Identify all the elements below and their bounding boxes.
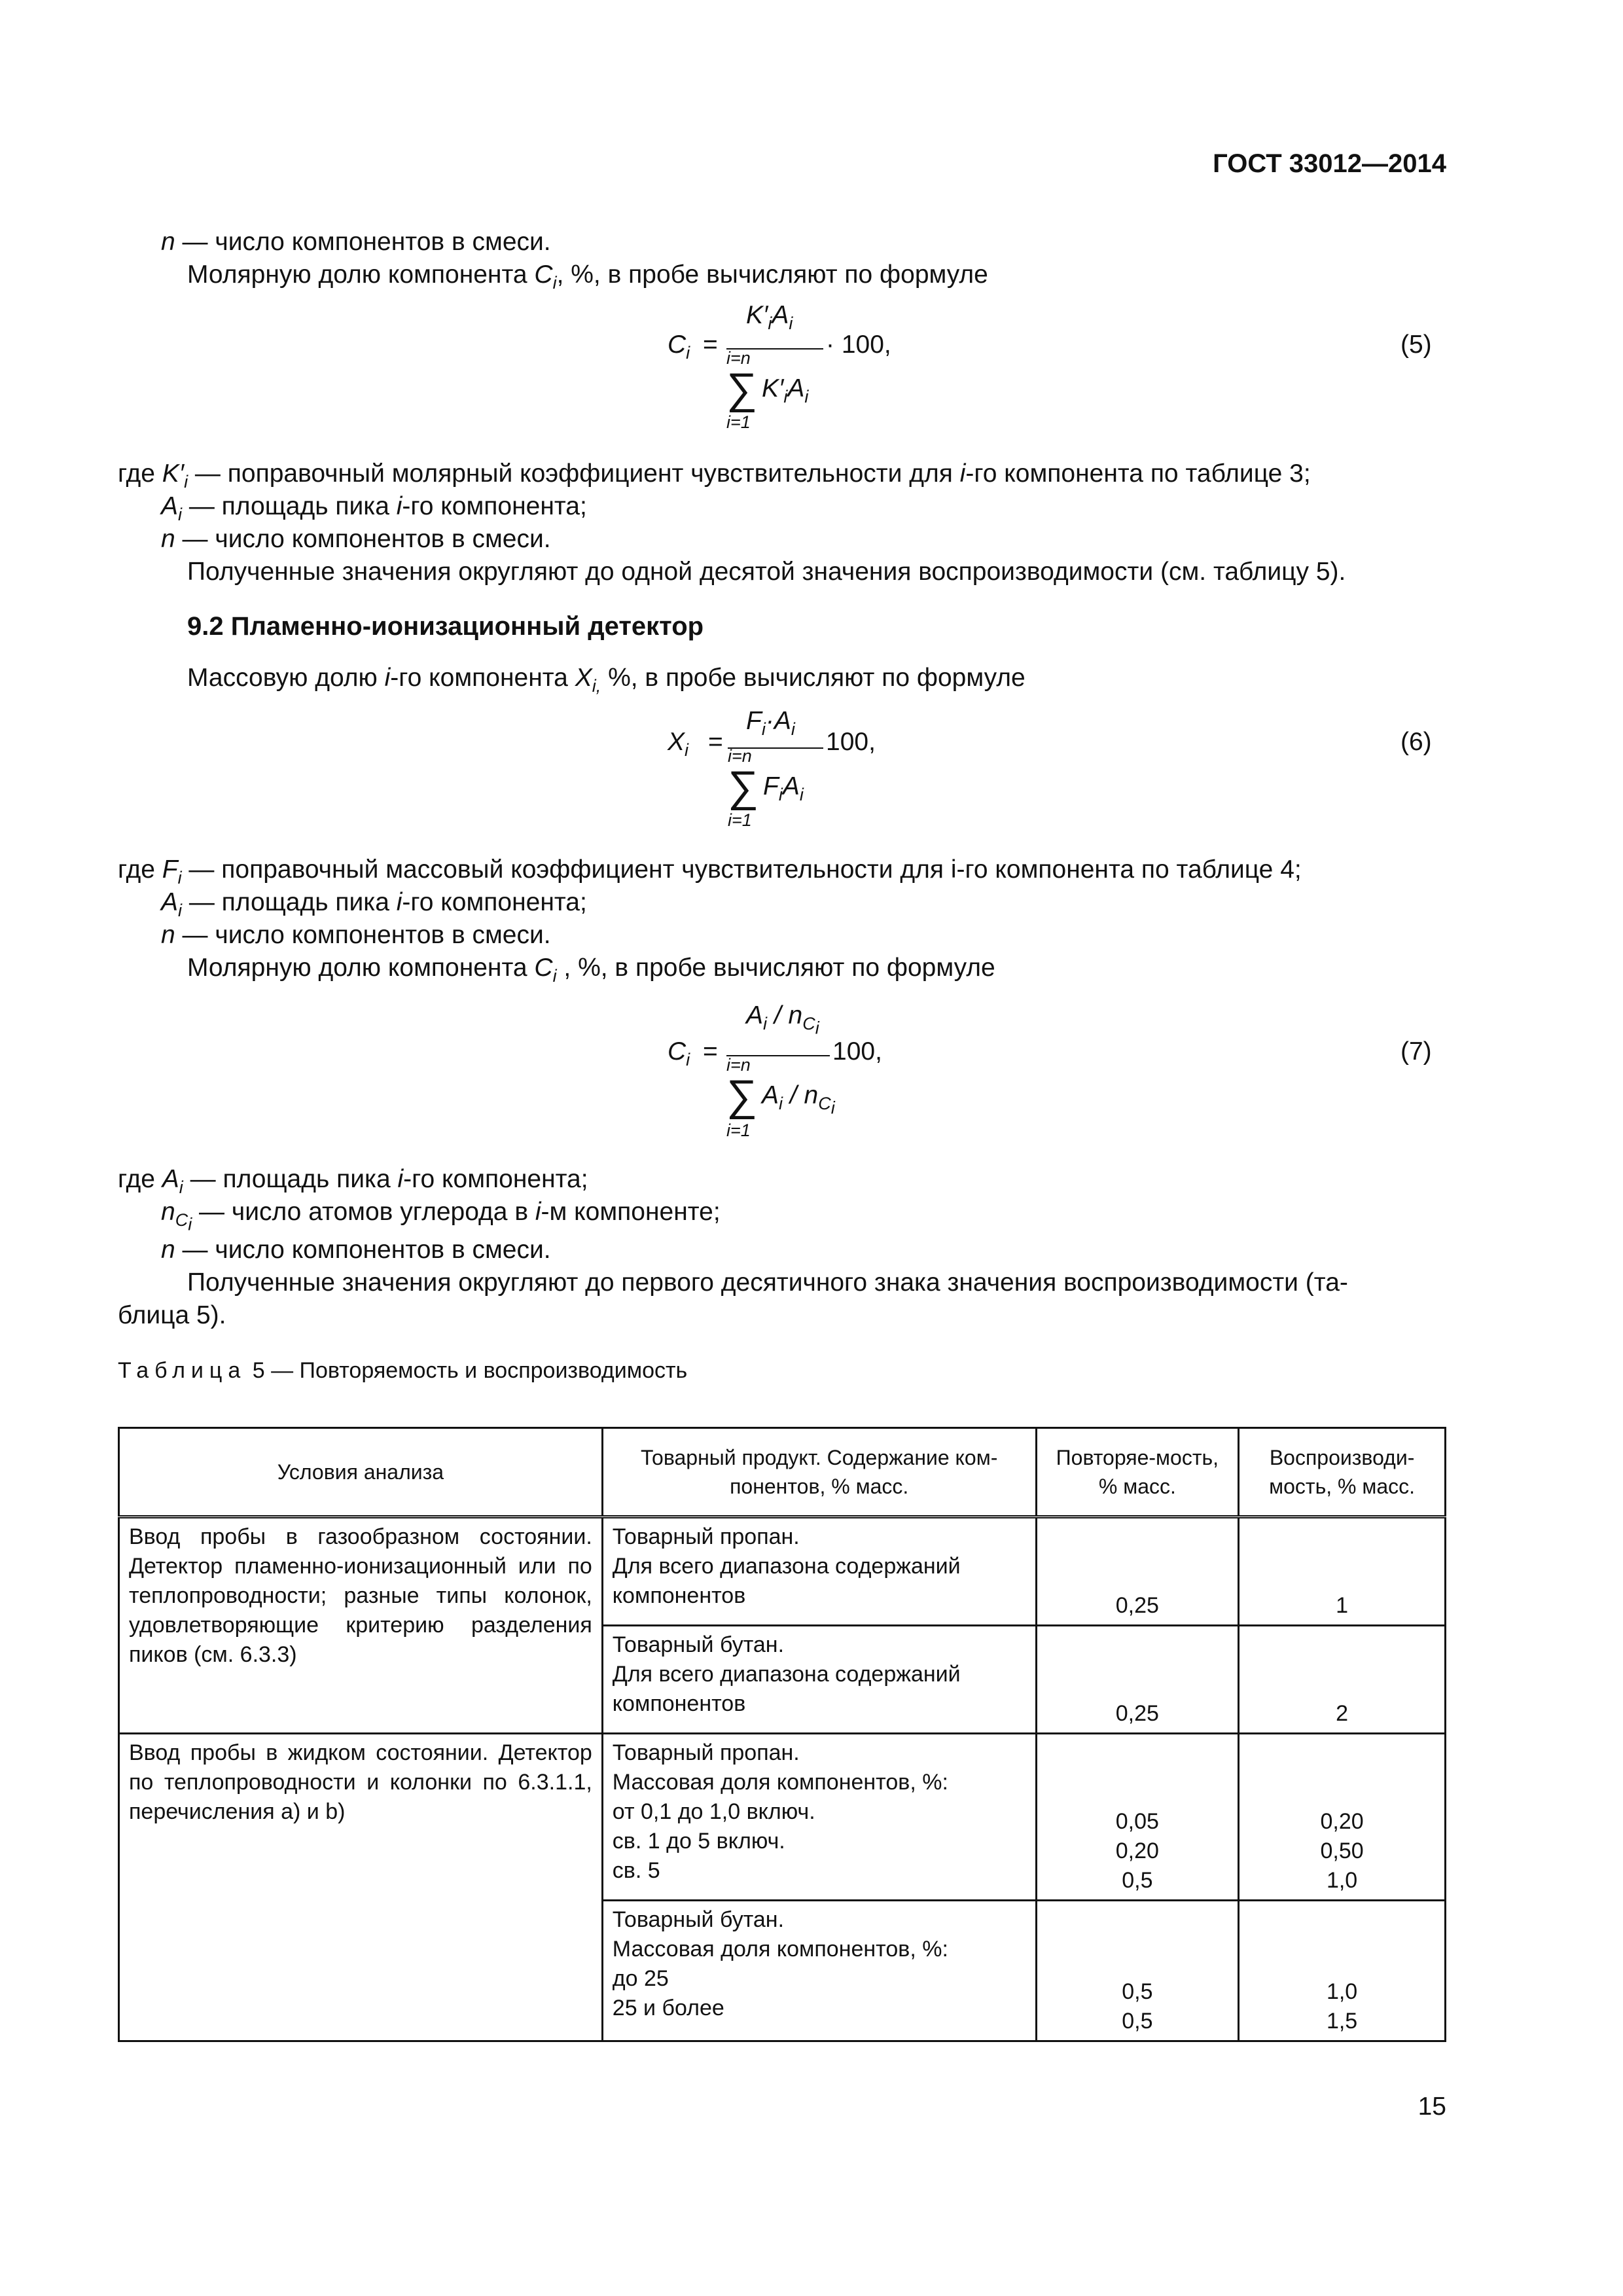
column-header: Условия анализа — [119, 1428, 603, 1517]
n-count-definition: n — число компонентов в смеси. — [161, 525, 551, 553]
column-header: Повторяе-мость, % масс. — [1036, 1428, 1239, 1517]
rounding-note-2b: блица 5). — [118, 1301, 226, 1329]
reproducibility-cell: 0,20 0,50 1,0 — [1239, 1734, 1446, 1901]
rounding-note-2a: Полученные значения округляют до первого десятичного знака значения воспроизводимости (та- — [187, 1268, 1348, 1297]
formula-5-number: (5) — [1400, 331, 1432, 359]
table-caption: Таблица 5 — Повторяемость и воспроизводимость — [118, 1358, 688, 1383]
nc-carbon-definition: $n_{C_i}$ — число атомов углерода в i-м компоненте; — [161, 1198, 721, 1234]
repeatability-cell: 0,25 — [1036, 1517, 1239, 1626]
molar-fraction-intro-2: Молярную долю компонента $C_i$ , %, в пробе вычисляют по формуле — [187, 954, 995, 986]
analysis-conditions-cell: Ввод пробы в газообразном состоянии. Детектор пламенно-ионизационный или по теплопроводности; разные типы колонок, удовлетворяющие критерию разделения пиков (см. 6.3.3) — [119, 1517, 603, 1734]
table-header-row — [119, 1428, 1446, 1517]
formula-6-number: (6) — [1400, 728, 1432, 756]
reproducibility-cell: 1 — [1239, 1517, 1446, 1626]
n-definition-line: n — число компонентов в смеси. — [161, 228, 551, 256]
repeatability-cell: 0,05 0,20 0,5 — [1036, 1734, 1239, 1901]
column-header: Воспроизводи-мость, % масс. — [1239, 1428, 1446, 1517]
mass-fraction-intro: Массовую долю i-го компонента $X_{i,}$ %, в пробе вычисляют по формуле — [187, 664, 1026, 696]
document-code: ГОСТ 33012—2014 — [1213, 149, 1446, 178]
repeatability-table — [118, 1427, 1446, 2042]
table-row — [119, 1734, 1446, 1901]
a-area-definition-2: $A_i$ — площадь пика i-го компонента; — [161, 888, 587, 920]
molar-fraction-intro: Молярную долю компонента $C_i$, %, в пробе вычисляют по формуле — [187, 260, 988, 293]
product-cell: Товарный бутан. Для всего диапазона содержаний компонентов — [602, 1626, 1036, 1734]
analysis-conditions-cell: Ввод пробы в жидком состоянии. Детектор по теплопроводности и колонки по 6.3.1.1, перечисления a) и b) — [119, 1734, 603, 2041]
page-number: 15 — [1418, 2092, 1446, 2121]
column-header: Товарный продукт. Содержание ком-понентов, % масс. — [602, 1428, 1036, 1517]
reproducibility-cell: 2 — [1239, 1626, 1446, 1734]
formula-7-number: (7) — [1400, 1037, 1432, 1066]
product-cell: Товарный бутан. Массовая доля компонентов, %: до 25 25 и более — [602, 1901, 1036, 2041]
a-area-definition: $A_i$ — площадь пика i-го компонента; — [161, 492, 587, 524]
a-area-definition-3: где $A_i$ — площадь пика i-го компонента; — [118, 1165, 588, 1197]
reproducibility-cell: 1,0 1,5 — [1239, 1901, 1446, 2041]
n-count-definition-2: n — число компонентов в смеси. — [161, 921, 551, 949]
rounding-note-1: Полученные значения округляют до одной десятой значения воспроизводимости (см. таблицу 5). — [187, 558, 1346, 586]
f-coefficient-definition: где $F_i$ — поправочный массовый коэффициент чувствительности для i-го компонента по таблице 4; — [118, 855, 1302, 888]
product-cell: Товарный пропан. Массовая доля компонентов, %: от 0,1 до 1,0 включ. св. 1 до 5 включ. св. 5 — [602, 1734, 1036, 1901]
product-cell: Товарный пропан. Для всего диапазона содержаний компонентов — [602, 1517, 1036, 1626]
repeatability-cell: 0,25 — [1036, 1626, 1239, 1734]
table-row — [119, 1517, 1446, 1626]
n-count-definition-3: n — число компонентов в смеси. — [161, 1236, 551, 1264]
repeatability-cell: 0,5 0,5 — [1036, 1901, 1239, 2041]
k-coefficient-definition: где $K'_i$ — поправочный молярный коэффициент чувствительности для i-го компонента по таблице 3; — [118, 459, 1311, 492]
section-title: 9.2 Пламенно-ионизационный детектор — [187, 612, 704, 641]
